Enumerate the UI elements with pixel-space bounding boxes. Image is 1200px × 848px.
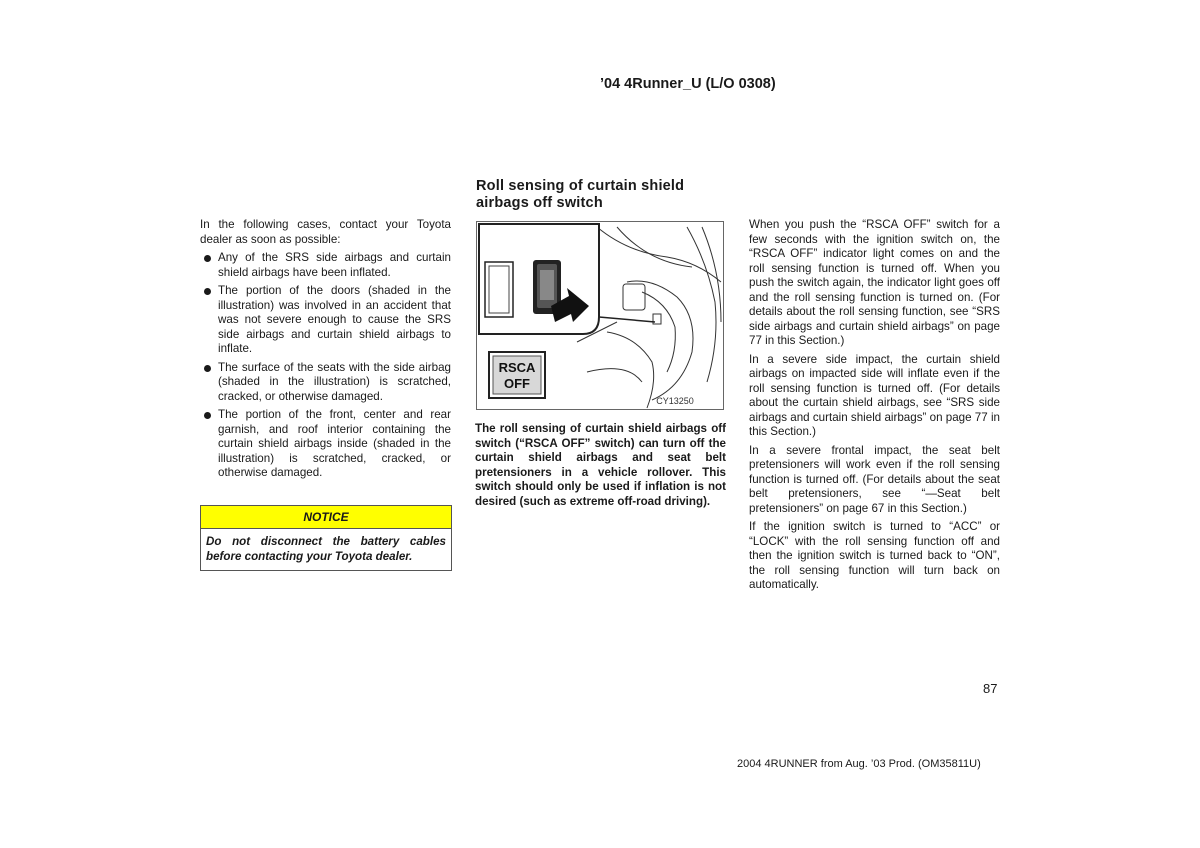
page-number: 87 [983,681,998,696]
notice-box [200,505,452,571]
bullet-list [200,251,451,481]
bullet-item: The portion of the doors (shaded in the illustration) was involved in an accident that was not severe enough to cause the SRS side airbags and curtain shield airbags to inflate. [200,284,451,357]
intro-text: In the following cases, contact your Toyota dealer as soon as possible: [200,218,451,246]
rsca-label: RSCA [498,360,536,375]
bullet-item: Any of the SRS side airbags and curtain shield airbags have been inflated. [200,251,451,280]
notice-body: Do not disconnect the battery cables before contacting your Toyota dealer. [206,535,446,563]
bullet-icon [204,412,211,419]
right-column [749,218,1000,597]
left-column [200,218,451,485]
bullet-icon [204,288,211,295]
bullet-item: The portion of the front, center and rear garnish, and roof interior containing the curtain shield airbags inside (shaded in the illustration) is scratched, cracked, or otherwise damaged. [200,408,451,481]
figure-caption: The roll sensing of curtain shield airbags off switch (“RSCA OFF” switch) can turn off the curtain shield airbags and seat belt pretensioners in a vehicle rollover. This switch should only be used if inflation is not desired (such as extreme off-road driving). [475,422,726,508]
paragraph: In a severe frontal impact, the seat belt pretensioners will work even if the roll sensing function is turned off. (For details about the seat belt pretensioners, see “—Seat belt pretensioners” on page 67 in this Section.) [749,443,1000,515]
section-title: Roll sensing of curtain shield airbags off switch [476,178,685,211]
page-header: ’04 4Runner_U (L/O 0308) [600,76,776,92]
dashboard-drawing [477,222,723,409]
bullet-icon [204,365,211,372]
bullet-icon [204,255,211,262]
paragraph: In a severe side impact, the curtain shield airbags on impacted side will inflate even if the roll sensing function is turned off. (For details about the curtain shield airbags, see “SRS side airbags and curtain shield airbags” on page 77 in this Section.) [749,352,1000,438]
paragraph: If the ignition switch is turned to “ACC” or “LOCK” with the roll sensing function off and then the ignition switch is turned back to “ON”, the roll sensing function will turn back on automatically. [749,520,1000,591]
page-footer: 2004 4RUNNER from Aug. ’03 Prod. (OM35811U) [737,758,981,770]
bullet-item: The surface of the seats with the side airbag (shaded in the illustration) is scratched, cracked, or otherwise damaged. [200,361,451,405]
off-label: OFF [504,376,530,391]
notice-heading: NOTICE [201,506,451,529]
paragraph: When you push the “RSCA OFF” switch for a few seconds with the ignition switch on, the “RSCA OFF” indicator light comes on and the roll sensing function is turned off. When you push the switch again, the indicator light goes off and the roll sensing function is turned on. (For details about the roll sensing function, see “SRS side airbags and curtain shield airbags” on page 77 in this Section.) [749,218,1000,347]
switch-illustration [476,221,724,410]
figure-code: CY13250 [656,396,694,406]
